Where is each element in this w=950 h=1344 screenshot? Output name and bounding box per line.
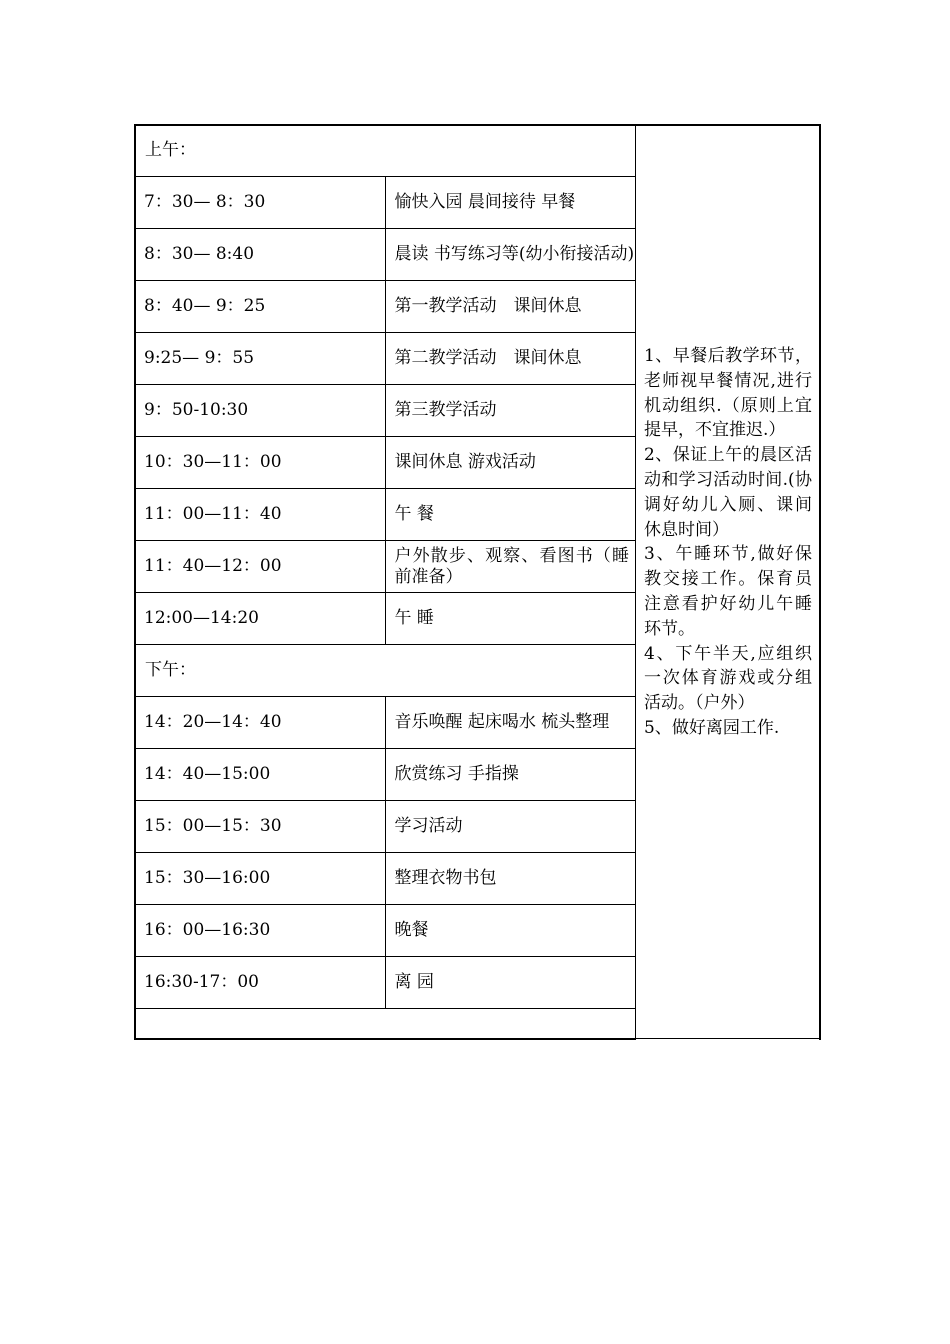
time-cell: 8：40— 9：25: [135, 281, 386, 333]
time-cell: 9：50-10:30: [135, 385, 386, 437]
table-row: [135, 749, 636, 801]
time-cell: 15：30—16:00: [135, 853, 386, 905]
table-row: [135, 489, 636, 541]
time-cell: 14：20—14：40: [135, 697, 386, 749]
table-row: [135, 593, 636, 645]
activity-cell: 户外散步、观察、看图书（睡前准备）: [385, 541, 636, 593]
time-cell: 8：30— 8:40: [135, 229, 386, 281]
activity-cell: 学习活动: [385, 801, 636, 853]
note-item: 3、午睡环节,做好保教交接工作。保育员注意看护好幼儿午睡环节。: [644, 544, 812, 639]
activity-cell: 晨读 书写练习等(幼小衔接活动): [385, 229, 636, 281]
note-item: 2、保证上午的晨区活动和学习活动时间.(协调好幼儿入厕、课间休息时间）: [644, 445, 812, 540]
table-row: [135, 333, 636, 385]
table-row: [135, 177, 636, 229]
section-row-morning: [135, 125, 636, 177]
time-cell: 11：40—12：00: [135, 541, 386, 593]
schedule-sheet: [134, 124, 821, 1040]
section-label-afternoon: 下午：: [135, 645, 636, 697]
notes-column-divider: [635, 124, 636, 1040]
activity-cell: 第三教学活动: [385, 385, 636, 437]
activity-cell: 愉快入园 晨间接待 早餐: [385, 177, 636, 229]
table-row: [135, 697, 636, 749]
table-border-right: [819, 124, 821, 1040]
activity-cell: 第一教学活动 课间休息: [385, 281, 636, 333]
table-row: [135, 437, 636, 489]
notes-column: [644, 344, 812, 741]
table-border-bottom: [134, 1038, 636, 1040]
activity-cell: 第二教学活动 课间休息: [385, 333, 636, 385]
time-cell: 11：00—11：40: [135, 489, 386, 541]
notes-border-bottom: [636, 1038, 821, 1039]
note-item: 4、下午半天,应组织一次体育游戏或分组活动。（户外）: [644, 643, 812, 714]
note-item: 5、做好离园工作.: [644, 717, 780, 738]
table-row: [135, 541, 636, 593]
activity-cell: 课间休息 游戏活动: [385, 437, 636, 489]
time-cell: 9:25— 9：55: [135, 333, 386, 385]
time-cell: 15：00—15：30: [135, 801, 386, 853]
time-cell: 7：30— 8：30: [135, 177, 386, 229]
table-row: [135, 853, 636, 905]
activity-cell: 音乐唤醒 起床喝水 梳头整理: [385, 697, 636, 749]
table-border-top: [134, 124, 821, 126]
table-row: [135, 957, 636, 1009]
time-cell: 16：00—16:30: [135, 905, 386, 957]
activity-cell: 离 园: [385, 957, 636, 1009]
table-border-left: [134, 124, 136, 1040]
activity-cell: 晚餐: [385, 905, 636, 957]
time-cell: 16:30-17：00: [135, 957, 386, 1009]
daily-schedule-table: [134, 124, 636, 1009]
activity-cell: 午 睡: [385, 593, 636, 645]
time-cell: 12:00—14:20: [135, 593, 386, 645]
section-label-morning: 上午：: [135, 125, 636, 177]
table-row: [135, 905, 636, 957]
activity-cell: 午 餐: [385, 489, 636, 541]
section-row-afternoon: [135, 645, 636, 697]
table-row: [135, 281, 636, 333]
table-row: [135, 385, 636, 437]
time-cell: 10：30—11：00: [135, 437, 386, 489]
note-item: 1、早餐后教学环节，老师视早餐情况,进行机动组织.（原则上宜提早，不宜推迟.）: [644, 346, 812, 441]
time-cell: 14：40—15:00: [135, 749, 386, 801]
table-row: [135, 229, 636, 281]
table-row: [135, 801, 636, 853]
activity-cell: 欣赏练习 手指操: [385, 749, 636, 801]
activity-cell: 整理衣物书包: [385, 853, 636, 905]
